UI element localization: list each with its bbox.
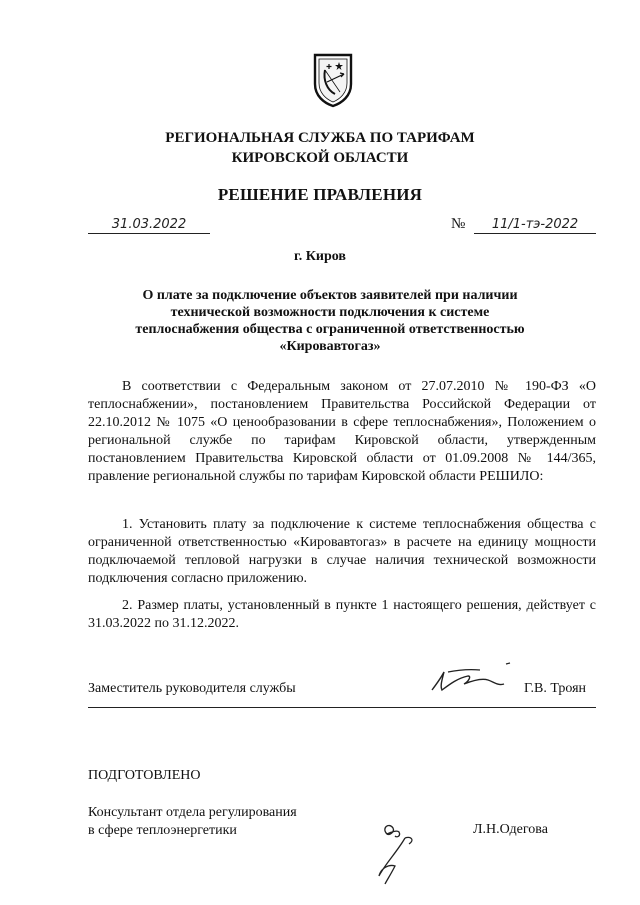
document-subject	[120, 287, 540, 355]
subject-line-2: технической возможности подключения к системе	[170, 305, 490, 320]
kirov-coat-of-arms-icon	[311, 52, 355, 108]
org-line-2: КИРОВСКОЙ ОБЛАСТИ	[231, 150, 409, 166]
date-underline	[88, 233, 210, 234]
coat-of-arms	[311, 52, 355, 108]
subject-line-4: «Кировавтогаз»	[279, 339, 381, 354]
signer-position: Заместитель руководителя службы	[88, 681, 296, 696]
preparer-name: Л.Н.Одегова	[473, 822, 548, 837]
number-underline	[474, 233, 596, 234]
signer-name: Г.В. Троян	[524, 681, 587, 696]
document-number: 11/1-тэ-2022	[491, 217, 579, 232]
preamble-paragraph: В соответствии с Федеральным законом от 27.07.2010 № 190-ФЗ «О теплоснабжении», постановлением Правительства Российской Федерации от 22.10.2012 № 1075 «О ценообразовании в сфере теплоснабжения», Положением о региональной службе по тарифам Кировской области, утвержденным постановлением Правительства Кировской области от 01.09.2008 № 144/365, правление региональной службы по тарифам Кировской области РЕШИЛО:	[88, 379, 596, 484]
number-sign: №	[451, 216, 466, 232]
preparer-position	[88, 804, 297, 840]
signature-icon	[428, 660, 514, 700]
decision-item-1: 1. Установить плату за подключение к системе теплоснабжения общества с ограниченной ответственностью «Кировавтогаз» в расчете на единицу мощности подключаемой тепловой нагрузки в случае наличия технической возможности подключения согласно приложению.	[88, 517, 596, 586]
subject-line-3: теплоснабжения общества с ограниченной ответственностью	[135, 322, 525, 337]
preparer-position-line-1: Консультант отдела регулирования	[88, 805, 297, 820]
signature-divider	[88, 707, 596, 708]
document-type: РЕШЕНИЕ ПРАВЛЕНИЯ	[217, 185, 423, 204]
city: г. Киров	[294, 249, 346, 264]
org-line-1: РЕГИОНАЛЬНАЯ СЛУЖБА ПО ТАРИФАМ	[165, 130, 475, 146]
organization-name	[0, 128, 640, 168]
decision-item-2: 2. Размер платы, установленный в пункте 1 настоящего решения, действует с 31.03.2022 по 31.12.2022.	[88, 598, 596, 631]
preparer-signature-icon	[375, 818, 427, 888]
document-date: 31.03.2022	[111, 217, 187, 232]
subject-line-1: О плате за подключение объектов заявителей при наличии	[142, 288, 518, 303]
prepared-label: ПОДГОТОВЛЕНО	[88, 768, 201, 783]
preparer-position-line-2: в сфере теплоэнергетики	[88, 823, 237, 838]
